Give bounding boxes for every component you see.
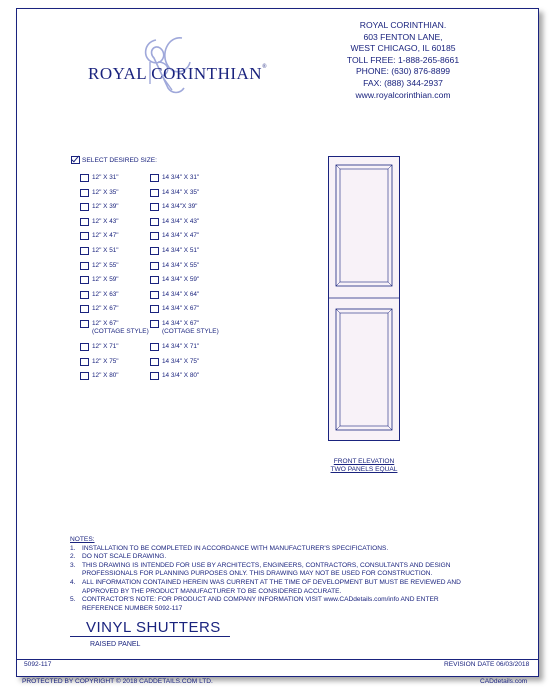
size-option-label: 12" X 31" bbox=[92, 174, 119, 181]
left-size-option[interactable] bbox=[80, 343, 119, 351]
contact-line: TOLL FREE: 1-888-265-8661 bbox=[346, 54, 460, 65]
left-size-option[interactable] bbox=[80, 262, 119, 270]
left-size-option[interactable] bbox=[80, 372, 119, 380]
right-size-option[interactable] bbox=[150, 232, 199, 240]
checkbox-icon[interactable] bbox=[80, 372, 89, 380]
website-link[interactable]: www.royalcorinthian.com bbox=[355, 89, 451, 100]
left-size-option[interactable] bbox=[80, 320, 149, 335]
left-size-option[interactable] bbox=[80, 189, 119, 197]
checked-checkbox-icon bbox=[71, 156, 80, 164]
select-size-heading bbox=[71, 156, 157, 164]
elevation-subtitle: TWO PANELS EQUAL bbox=[330, 466, 398, 473]
checkbox-icon[interactable] bbox=[80, 320, 89, 328]
checkbox-icon[interactable] bbox=[80, 174, 89, 182]
size-option-label: 12" X 67" bbox=[92, 320, 119, 327]
size-option-label: 14 3/4" X 80" bbox=[162, 372, 200, 380]
checkbox-icon[interactable] bbox=[80, 247, 89, 255]
select-size-label: SELECT DESIRED SIZE: bbox=[82, 156, 157, 164]
size-option-label: 14 3/4" X 47" bbox=[162, 232, 200, 240]
note-number bbox=[70, 570, 82, 579]
checkbox-icon[interactable] bbox=[80, 232, 89, 240]
note-number bbox=[70, 605, 82, 614]
notes-list bbox=[70, 545, 510, 614]
checkbox-icon[interactable] bbox=[150, 276, 159, 284]
note-number: 4. bbox=[70, 578, 76, 586]
checkbox-icon[interactable] bbox=[150, 174, 159, 182]
note-line bbox=[70, 596, 510, 605]
note-line bbox=[70, 570, 510, 579]
note-text: CONTRACTOR'S NOTE: FOR PRODUCT AND COMPANY INFORMATION VISIT www.CADdetails.com/info AND ENTER bbox=[82, 596, 439, 604]
notes-heading: NOTES: bbox=[70, 536, 95, 543]
left-size-option[interactable] bbox=[80, 174, 119, 182]
note-number: 3. bbox=[70, 561, 76, 569]
checkbox-icon[interactable] bbox=[80, 189, 89, 197]
note-text: REFERENCE NUMBER 5092-117 bbox=[82, 604, 183, 612]
checkbox-icon[interactable] bbox=[150, 218, 159, 226]
part-number: 5092-117 bbox=[24, 661, 52, 668]
note-text: THIS DRAWING IS INTENDED FOR USE BY ARCHITECTS, ENGINEERS, CONTRACTORS, CONSULTANTS AND DESIGN bbox=[82, 561, 451, 569]
left-size-option[interactable] bbox=[80, 358, 119, 366]
checkbox-icon[interactable] bbox=[150, 232, 159, 240]
note-number: 1. bbox=[70, 544, 76, 552]
right-size-option[interactable] bbox=[150, 320, 219, 335]
size-option-label: 12" X 71" bbox=[92, 343, 119, 350]
note-text: DO NOT SCALE DRAWING. bbox=[82, 553, 167, 561]
note-text: ALL INFORMATION CONTAINED HEREIN WAS CURRENT AT THE TIME OF DEVELOPMENT BUT MUST BE REVIEWED AND bbox=[82, 578, 461, 586]
checkbox-icon[interactable] bbox=[80, 305, 89, 313]
left-size-option[interactable] bbox=[80, 247, 119, 255]
note-line bbox=[70, 562, 510, 571]
size-option-label: 12" X 35" bbox=[92, 188, 119, 196]
note-number: 5. bbox=[70, 596, 76, 604]
checkbox-icon[interactable] bbox=[80, 218, 89, 226]
size-option-label: 12" X 39" bbox=[92, 203, 119, 211]
checkbox-icon[interactable] bbox=[150, 343, 159, 351]
titleblock-bottom-rule bbox=[16, 659, 539, 660]
size-option-label: 14 3/4" X 67" bbox=[162, 305, 200, 313]
checkbox-icon[interactable] bbox=[80, 343, 89, 351]
checkbox-icon[interactable] bbox=[150, 291, 159, 299]
title-divider bbox=[70, 636, 230, 637]
checkbox-icon[interactable] bbox=[80, 291, 89, 299]
checkbox-icon[interactable] bbox=[150, 247, 159, 255]
left-size-option[interactable] bbox=[80, 276, 119, 284]
size-option-label: 14 3/4" X 51" bbox=[162, 247, 200, 254]
note-line bbox=[70, 553, 510, 562]
right-size-option[interactable] bbox=[150, 276, 199, 284]
size-option-label: 12" X 55" bbox=[92, 261, 119, 269]
size-option-label: 14 3/4" X 55" bbox=[162, 261, 200, 269]
size-option-label: 12" X 67" bbox=[92, 305, 119, 313]
drawing-subtitle: RAISED PANEL bbox=[90, 641, 141, 648]
right-size-option[interactable] bbox=[150, 305, 199, 313]
size-option-label: 14 3/4" X 67" bbox=[162, 320, 200, 327]
contact-block bbox=[318, 20, 488, 101]
size-option-label: 12" X 47" bbox=[92, 232, 119, 240]
caddetails-link[interactable]: CADdetails.com bbox=[480, 678, 528, 685]
right-size-option[interactable] bbox=[150, 358, 199, 366]
checkbox-icon[interactable] bbox=[150, 189, 159, 197]
size-option-label: 12" X 51" bbox=[92, 247, 119, 254]
right-size-option[interactable] bbox=[150, 291, 199, 299]
right-size-option[interactable] bbox=[150, 247, 199, 255]
note-number bbox=[70, 588, 82, 597]
note-number: 2. bbox=[70, 553, 76, 561]
size-option-label: 12" X 80" bbox=[92, 372, 119, 380]
checkbox-icon[interactable] bbox=[150, 358, 159, 366]
contact-line: ROYAL CORINTHIAN. bbox=[359, 20, 447, 30]
elevation-caption bbox=[316, 458, 412, 474]
note-text: INSTALLATION TO BE COMPLETED IN ACCORDANCE WITH MANUFACTURER'S SPECIFICATIONS. bbox=[82, 544, 389, 552]
right-size-option[interactable] bbox=[150, 262, 199, 270]
size-option-label: 14 3/4" X 64" bbox=[162, 290, 200, 298]
shutter-front-elevation bbox=[328, 156, 400, 441]
contact-line: 603 FENTON LANE, bbox=[363, 31, 443, 42]
left-size-option[interactable] bbox=[80, 218, 119, 226]
checkbox-icon[interactable] bbox=[80, 203, 89, 211]
note-line bbox=[70, 588, 510, 597]
drawing-title: VINYL SHUTTERS bbox=[86, 619, 221, 636]
note-text: APPROVED BY THE PRODUCT MANUFACTURER TO BE CONSIDERED ACCURATE. bbox=[82, 587, 342, 595]
right-size-option[interactable] bbox=[150, 343, 199, 351]
size-option-label: 14 3/4" X 43" bbox=[162, 217, 200, 225]
elevation-title: FRONT ELEVATION bbox=[333, 458, 395, 465]
left-size-option[interactable] bbox=[80, 203, 119, 211]
size-option-label: 12" X 75" bbox=[92, 357, 119, 365]
cottage-style-note: (COTTAGE STYLE) bbox=[92, 327, 149, 335]
note-line bbox=[70, 605, 510, 614]
size-option-label: 12" X 43" bbox=[92, 217, 119, 225]
size-option-label: 14 3/4" X 59" bbox=[162, 276, 200, 284]
checkbox-icon[interactable] bbox=[150, 320, 159, 328]
right-size-option[interactable] bbox=[150, 372, 199, 380]
note-line bbox=[70, 545, 510, 554]
right-size-option[interactable] bbox=[150, 218, 199, 226]
left-size-option[interactable] bbox=[80, 232, 119, 240]
size-option-label: 14 3/4" X 75" bbox=[162, 357, 200, 365]
revision-date: REVISION DATE 06/03/2018 bbox=[444, 661, 530, 668]
right-size-option[interactable] bbox=[150, 189, 199, 197]
left-size-option[interactable] bbox=[80, 305, 119, 313]
right-size-option[interactable] bbox=[150, 203, 197, 211]
contact-line: FAX: (888) 344-2937 bbox=[363, 77, 443, 88]
checkbox-icon[interactable] bbox=[80, 262, 89, 270]
contact-line: PHONE: (630) 876-8899 bbox=[355, 66, 451, 77]
checkbox-icon[interactable] bbox=[150, 262, 159, 270]
cottage-style-note: (COTTAGE STYLE) bbox=[162, 327, 219, 335]
copyright-notice: PROTECTED BY COPYRIGHT © 2018 CADDETAILS.COM LTD. bbox=[22, 678, 213, 685]
left-size-option[interactable] bbox=[80, 291, 119, 299]
note-text: PROFESSIONALS FOR PLANNING PURPOSES ONLY. THIS DRAWING MAY NOT BE USED FOR CONSTRUCTION. bbox=[82, 570, 433, 578]
note-line bbox=[70, 579, 510, 588]
size-option-label: 12" X 59" bbox=[92, 276, 119, 284]
size-option-label: 14 3/4"X 39" bbox=[162, 203, 198, 211]
size-option-label: 14 3/4" X 35" bbox=[162, 188, 200, 196]
checkbox-icon[interactable] bbox=[150, 372, 159, 380]
notes-section bbox=[70, 536, 510, 613]
contact-line: WEST CHICAGO, IL 60185 bbox=[350, 43, 456, 54]
size-option-label: 14 3/4" X 71" bbox=[162, 343, 200, 350]
brand-name: ROYAL CORINTHIAN® bbox=[88, 64, 268, 83]
right-size-option[interactable] bbox=[150, 174, 199, 182]
checkbox-icon[interactable] bbox=[150, 305, 159, 313]
size-option-label: 14 3/4" X 31" bbox=[162, 174, 200, 181]
checkbox-icon[interactable] bbox=[150, 203, 159, 211]
checkbox-icon[interactable] bbox=[80, 276, 89, 284]
checkbox-icon[interactable] bbox=[80, 358, 89, 366]
size-option-label: 12" X 63" bbox=[92, 290, 119, 298]
